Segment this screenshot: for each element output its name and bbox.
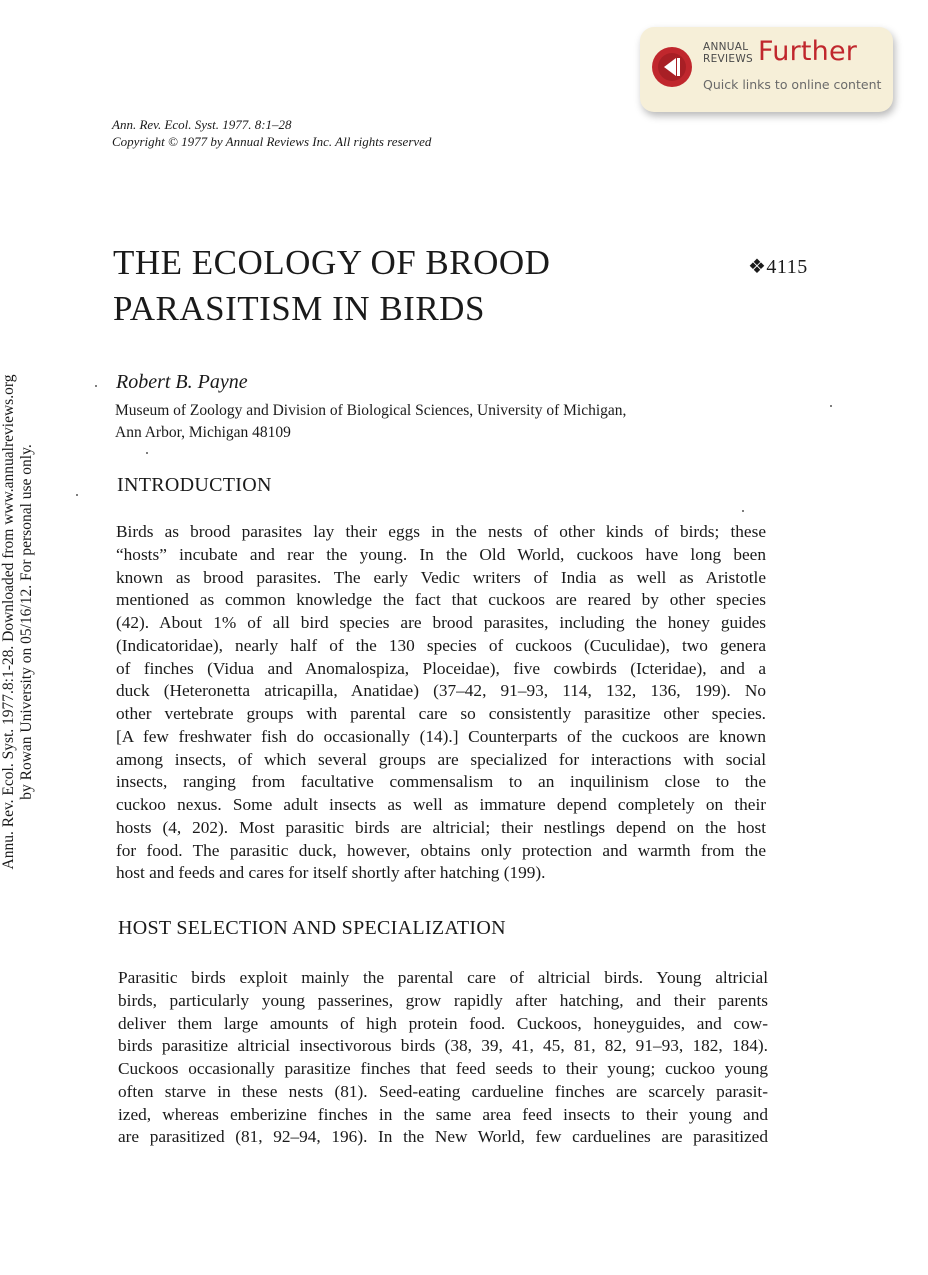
download-notice-line: Annu. Rev. Ecol. Syst. 1977.8:1-28. Downloaded from www.annualreviews.org xyxy=(0,374,17,870)
section-heading-introduction: INTRODUCTION xyxy=(117,474,272,496)
author-name: Robert B. Payne xyxy=(116,371,248,393)
citation-line: Ann. Rev. Ecol. Syst. 1977. 8:1–28 xyxy=(112,117,292,132)
text-line: Parasitic birds exploit mainly the parental care of altricial birds. Young altricial xyxy=(118,968,768,987)
section-heading-host-selection: HOST SELECTION AND SPECIALIZATION xyxy=(118,917,506,939)
play-back-icon xyxy=(651,46,693,88)
text-line: for food. The parasitic duck, however, obtains only protection and warmth from the xyxy=(116,840,766,860)
text-line: hosts (4, 202). Most parasitic birds are altricial; their nestlings depend on the host xyxy=(116,817,766,837)
text-line: known as brood parasites. The early Vedic writers of India as well as Aristotle xyxy=(116,567,766,587)
scan-speck xyxy=(146,452,148,454)
text-line: insects, ranging from facultative commensalism to an inquilinism close to the xyxy=(116,772,766,792)
text-line: other vertebrate groups with parental care so consistently parasitize other species. xyxy=(116,704,766,723)
text-line: Cuckoos occasionally parasitize finches that feed seeds to their young; cuckoo young xyxy=(118,1059,768,1078)
text-line: often starve in these nests (81). Seed-eating cardueline finches are scarcely parasit- xyxy=(118,1081,768,1101)
scan-speck xyxy=(830,405,832,407)
text-line: among insects, of which several groups are specialized for interactions with social xyxy=(116,749,766,769)
introduction-paragraph xyxy=(116,521,766,885)
title-line-2: PARASITISM IN BIRDS xyxy=(113,289,485,328)
text-line: Birds as brood parasites lay their eggs in the nests of other kinds of birds; these xyxy=(116,522,766,541)
further-quick-links-badge[interactable] xyxy=(640,27,893,112)
text-line: are parasitized (81, 92–94, 196). In the New World, few carduelines are parasitized xyxy=(118,1127,768,1147)
scan-speck xyxy=(76,494,78,496)
text-line: cuckoo nexus. Some adult insects as well as immature depend completely on their xyxy=(116,795,766,814)
further-subtitle: Quick links to online content xyxy=(703,77,882,92)
title-line-1: THE ECOLOGY OF BROOD xyxy=(113,243,551,282)
download-notice-line: by Rowan University on 05/16/12. For personal use only. xyxy=(18,444,35,800)
download-notice xyxy=(0,342,36,902)
annual-reviews-wordmark: ANNUAL REVIEWS xyxy=(703,41,753,65)
text-line: “hosts” incubate and rear the young. In the Old World, cuckoos have long been xyxy=(116,544,766,564)
text-line: [A few freshwater fish do occasionally (14).] Counterparts of the cuckoos are known xyxy=(116,726,766,746)
text-line: birds parasitize altricial insectivorous birds (38, 39, 41, 45, 81, 82, 91–93, 182, 184). xyxy=(118,1036,768,1056)
text-line: birds, particularly young passerines, grow rapidly after hatching, and their parents xyxy=(118,990,768,1010)
text-line: host and feeds and cares for itself shortly after hatching (199). xyxy=(116,863,546,883)
article-code: ❖4115 xyxy=(748,256,808,278)
journal-citation xyxy=(112,116,431,150)
text-line: deliver them large amounts of high protein food. Cuckoos, honeyguides, and cow- xyxy=(118,1013,768,1033)
affiliation-line: Museum of Zoology and Division of Biological Sciences, University of Michigan, xyxy=(115,402,627,419)
text-line: duck (Heteronetta atricapilla, Anatidae) (37–42, 91–93, 114, 132, 136, 199). No xyxy=(116,681,766,701)
scan-speck xyxy=(742,510,744,512)
article-title xyxy=(113,240,550,332)
text-line: ized, whereas emberizine finches in the same area feed insects to their young and xyxy=(118,1104,768,1124)
further-label: Further xyxy=(758,36,858,67)
copyright-line: Copyright © 1977 by Annual Reviews Inc. All rights reserved xyxy=(112,134,432,149)
text-line: (Indicatoridae), nearly half of the 130 species of cuckoos (Cuculidae), two genera xyxy=(116,635,766,655)
affiliation-line: Ann Arbor, Michigan 48109 xyxy=(115,424,291,441)
text-line: of finches (Vidua and Anomalospiza, Ploceidae), five cowbirds (Icteridae), and a xyxy=(116,658,766,678)
scan-speck xyxy=(95,385,97,387)
author-affiliation xyxy=(115,400,626,444)
host-selection-paragraph xyxy=(118,967,768,1149)
text-line: mentioned as common knowledge the fact that cuckoos are reared by other species xyxy=(116,590,766,610)
text-line: (42). About 1% of all bird species are brood parasites, including the honey guides xyxy=(116,613,766,632)
